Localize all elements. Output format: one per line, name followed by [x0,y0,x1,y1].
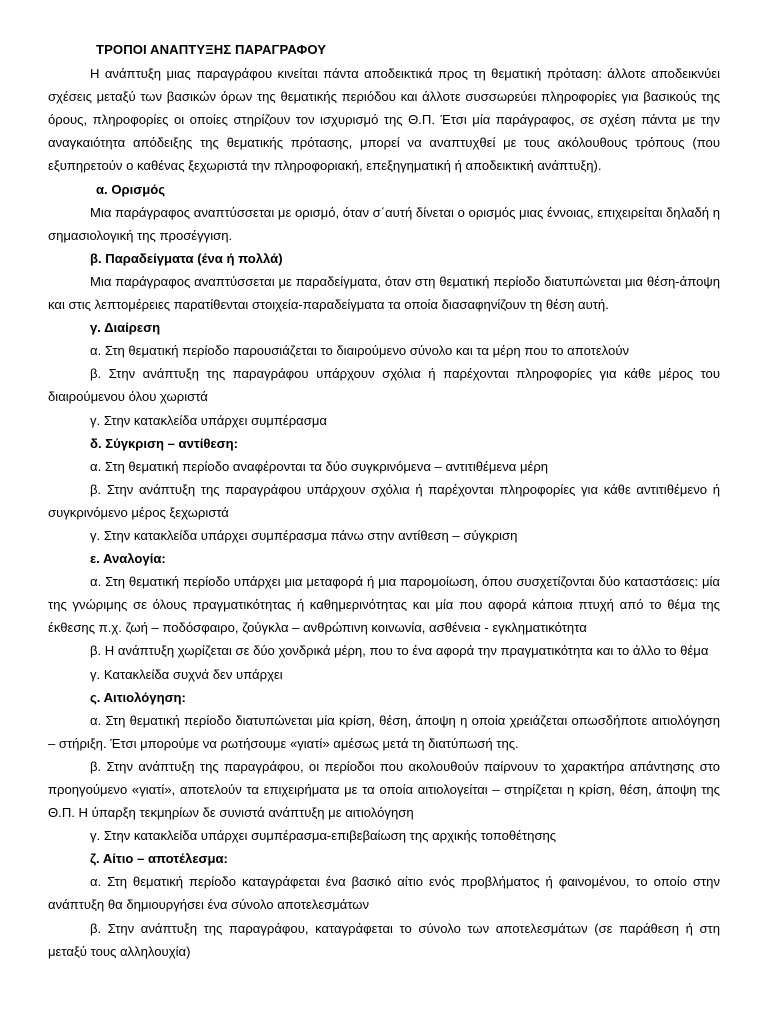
comparison-item-b: β. Στην ανάπτυξη της παραγράφου υπάρχουν σχόλια ή παρέχονται πληροφορίες για κάθε αντιτιθέμενο ή συγκρινόμενο μέρος ξεχωριστά [48,481,720,520]
section-text-examples: Μια παράγραφος αναπτύσσεται με παραδείγματα, όταν στη θεματική περίοδο διατυπώνεται μια θέση-άποψη και στις λεπτομέρειες παρατίθενται στοιχεία-παραδείγματα τα οποία διασαφηνίζουν τη θέση αυτή. [48,273,720,313]
justification-item-a: α. Στη θεματική περίοδο διατυπώνεται μία κρίση, θέση, άποψη η οποία χρειάζεται οπωσδήποτε αιτιολόγηση – στήριξη. Έτσι μπορούμε να ρωτήσουμε «γιατί» αμέσως μετά τη διατύπωσή της. [48,712,720,751]
justification-item-c: γ. Στην κατακλείδα υπάρχει συμπέρασμα-επιβεβαίωση της αρχικής τοποθέτησης [90,828,557,844]
section-heading-analogy: ε. Αναλογία: [90,551,166,567]
section-heading-division: γ. Διαίρεση [90,320,161,336]
section-heading-comparison: δ. Σύγκριση – αντίθεση: [90,435,238,451]
section-heading-justification: ς. Αιτιολόγηση: [90,689,186,705]
section-heading-definition: α. Ορισμός [96,181,166,197]
division-item-a: α. Στη θεματική περίοδο παρουσιάζεται το διαιρούμενο σύνολο και τα μέρη που το αποτελούν [90,343,630,359]
division-item-b: β. Στην ανάπτυξη της παραγράφου υπάρχουν σχόλια ή παρέχονται πληροφορίες για κάθε μέρος του διαιρούμενου όλου χωριστά [48,366,720,405]
comparison-item-a: α. Στη θεματική περίοδο αναφέρονται τα δύο συγκρινόμενα – αντιτιθέμενα μέρη [90,458,549,474]
analogy-item-b: β. Η ανάπτυξη χωρίζεται σε δύο χονδρικά μέρη, που το ένα αφορά την πραγματικότητα και το άλλο το θέμα [90,643,709,659]
section-text-definition: Μια παράγραφος αναπτύσσεται με ορισμό, όταν σ΄αυτή δίνεται ο ορισμός μιας έννοιας, επιχειρείται δηλαδή η σημασιολογική της προσέγγιση. [48,204,720,243]
cause-effect-item-b: β. Στην ανάπτυξη της παραγράφου, καταγράφεται το σύνολο των αποτελεσμάτων (σε παράθεση ή στη μεταξύ τους αλληλουχία) [48,920,720,959]
intro-paragraph: Η ανάπτυξη μιας παραγράφου κινείται πάντα αποδεικτικά προς τη θεματική πρόταση: άλλοτε αποδεικνύει σχέσεις μεταξύ των βασικών όρων της θεματικής περιόδου και άλλοτε συσσωρεύει πληροφορίες για βασικούς της όρους, πληροφορίες οι οποίες στηρίζουν τον ισχυρισμό της Θ.Π. Έτσι μία παράγραφος, σε σχέση πάντα με την αναγκαιότητα απόδειξης της θεματικής πρότασης, μπορεί να αναπτυχθεί με τους ακόλουθους τρόπους (που εξυπηρετούν ο καθένας ξεχωριστά την πληροφοριακή, επεξηγηματική ή αποδεικτική ανάπτυξη). [48,66,720,174]
section-heading-examples: β. Παραδείγματα (ένα ή πολλά) [90,250,283,266]
division-item-c: γ. Στην κατακλείδα υπάρχει συμπέρασμα [90,412,327,428]
justification-item-b: β. Στην ανάπτυξη της παραγράφου, οι περίοδοι που ακολουθούν παίρνουν το χαρακτήρα απάντησης στο προηγούμενο «γιατί», αποτελούν τα επιχειρήματα με τα οποία αιτιολογείται – στηρίζεται η κρίση, θέση, άποψη της Θ.Π. Η ύπαρξη τεκμηρίων δε συνιστά ανάπτυξη με αιτιολόγηση [48,758,720,821]
comparison-item-c: γ. Στην κατακλείδα υπάρχει συμπέρασμα πάνω στην αντίθεση – σύγκριση [90,527,518,543]
cause-effect-item-a: α. Στη θεματική περίοδο καταγράφεται ένα βασικό αίτιο ενός προβλήματος ή φαινομένου, το οποίο στην ανάπτυξη θα δημιουργήσει ένα σύνολο αποτελεσμάτων [48,874,720,913]
analogy-item-c: γ. Κατακλείδα συχνά δεν υπάρχει [90,666,283,682]
document-title: ΤΡΟΠΟΙ ΑΝΑΠΤΥΞΗΣ ΠΑΡΑΓΡΑΦΟΥ [96,42,327,57]
analogy-item-a: α. Στη θεματική περίοδο υπάρχει μια μεταφορά ή μια παρομοίωση, όπου συσχετίζονται δύο καταστάσεις: μία της γνώριμης σε όλους πραγματικότητας ή καθημερινότητας και μία που αφορά κάποια πτυχή από το θέμα της έκθεσης π.χ. ζωή – ποδόσφαιρο, ζούγκλα – ανθρώπινη κοινωνία, ασθένεια - εγκληματικότητα [48,574,720,636]
section-heading-cause-effect: ζ. Αίτιο – αποτέλεσμα: [90,851,228,867]
